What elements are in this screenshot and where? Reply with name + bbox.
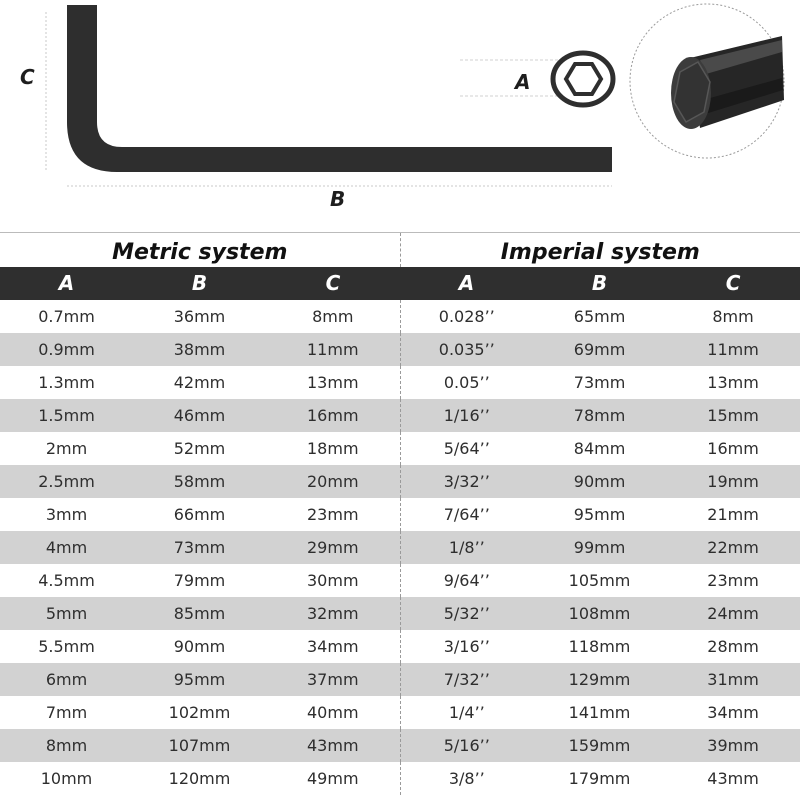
table-row (0, 333, 800, 366)
cell-imperial-b: 73mm (573, 372, 626, 392)
cell-metric-c: 20mm (307, 471, 359, 491)
cell-metric-b: 36mm (173, 306, 226, 326)
cell-metric-b: 38mm (173, 339, 226, 359)
cell-metric-a: 2.5mm (38, 471, 95, 491)
cell-imperial-c: 15mm (707, 405, 759, 425)
cell-imperial-c: 8mm (712, 306, 754, 326)
cell-metric-b: 85mm (173, 603, 226, 623)
cell-imperial-a: 0.035’’ (400, 333, 533, 366)
table-row (0, 630, 800, 663)
cell-imperial-c: 31mm (707, 669, 759, 689)
cell-metric-a: 5mm (45, 603, 88, 623)
cell-imperial-b: 95mm (573, 504, 626, 524)
cell-metric-c: 8mm (312, 306, 354, 326)
cell-metric-b: 42mm (173, 372, 226, 392)
cell-imperial-c: 11mm (707, 339, 759, 359)
cell-imperial-c: 24mm (707, 603, 759, 623)
table-row (0, 663, 800, 696)
metric-header-a: A (58, 271, 75, 295)
table-row (0, 465, 800, 498)
table-row (0, 729, 800, 762)
cell-metric-a: 4.5mm (38, 570, 95, 590)
cell-metric-c: 40mm (307, 702, 359, 722)
imperial-system-title: Imperial system (400, 233, 800, 267)
metric-header-c: C (325, 271, 341, 295)
dimension-label-b: B (330, 187, 346, 211)
cell-metric-a: 5.5mm (38, 636, 95, 656)
cell-metric-b: 79mm (173, 570, 226, 590)
size-table (0, 232, 800, 795)
cell-imperial-a: 1/16’’ (400, 399, 533, 432)
cell-metric-c: 13mm (307, 372, 359, 392)
cell-imperial-a: 3/16’’ (400, 630, 533, 663)
cell-metric-a: 3mm (45, 504, 88, 524)
hex-key-illustration (0, 0, 800, 232)
cell-metric-b: 107mm (168, 735, 231, 755)
cell-metric-a: 0.7mm (38, 306, 95, 326)
cell-metric-c: 16mm (307, 405, 359, 425)
cell-imperial-c: 22mm (707, 537, 759, 557)
cell-imperial-b: 69mm (573, 339, 626, 359)
table-row (0, 597, 800, 630)
table-row (0, 531, 800, 564)
cell-imperial-a: 9/64’’ (400, 564, 533, 597)
cell-imperial-b: 90mm (573, 471, 626, 491)
table-row (0, 498, 800, 531)
cell-imperial-b: 78mm (573, 405, 626, 425)
cell-imperial-c: 21mm (707, 504, 759, 524)
cell-imperial-b: 129mm (568, 669, 631, 689)
cell-imperial-a: 0.028’’ (400, 300, 533, 333)
metric-system-title: Metric system (0, 233, 400, 267)
cell-metric-c: 18mm (307, 438, 359, 458)
cell-imperial-c: 23mm (707, 570, 759, 590)
column-header-row (0, 267, 800, 300)
cell-imperial-a: 5/64’’ (400, 432, 533, 465)
cell-imperial-c: 19mm (707, 471, 759, 491)
cell-imperial-a: 1/4’’ (400, 696, 533, 729)
table-row (0, 564, 800, 597)
table-row (0, 399, 800, 432)
cell-metric-c: 49mm (307, 768, 359, 788)
cell-imperial-b: 179mm (568, 768, 631, 788)
cell-metric-a: 7mm (45, 702, 88, 722)
cell-metric-b: 58mm (173, 471, 226, 491)
cell-imperial-c: 13mm (707, 372, 759, 392)
imperial-header-c: C (725, 271, 741, 295)
system-title-row (0, 233, 800, 267)
cell-metric-b: 120mm (168, 768, 231, 788)
cell-imperial-b: 108mm (568, 603, 631, 623)
cell-metric-a: 8mm (45, 735, 88, 755)
cell-imperial-a: 3/8’’ (400, 762, 533, 795)
cell-metric-a: 1.5mm (38, 405, 95, 425)
cell-imperial-c: 34mm (707, 702, 759, 722)
cell-imperial-a: 1/8’’ (400, 531, 533, 564)
table-body (0, 300, 800, 795)
cell-imperial-c: 43mm (707, 768, 759, 788)
table-row (0, 366, 800, 399)
cell-imperial-a: 5/16’’ (400, 729, 533, 762)
cell-imperial-c: 39mm (707, 735, 759, 755)
cell-imperial-b: 105mm (568, 570, 631, 590)
cell-metric-b: 90mm (173, 636, 226, 656)
cell-metric-c: 11mm (307, 339, 359, 359)
cell-metric-c: 29mm (307, 537, 359, 557)
hex-cross-section-ring (553, 53, 613, 105)
cell-metric-b: 95mm (173, 669, 226, 689)
cell-metric-c: 37mm (307, 669, 359, 689)
cell-imperial-a: 7/32’’ (400, 663, 533, 696)
table-row (0, 432, 800, 465)
cell-imperial-a: 3/32’’ (400, 465, 533, 498)
cell-metric-a: 0.9mm (38, 339, 95, 359)
cell-imperial-c: 16mm (707, 438, 759, 458)
cell-metric-c: 43mm (307, 735, 359, 755)
cell-metric-b: 73mm (173, 537, 226, 557)
cell-metric-b: 66mm (173, 504, 226, 524)
cell-metric-a: 10mm (40, 768, 93, 788)
table-row (0, 696, 800, 729)
cell-imperial-b: 141mm (568, 702, 631, 722)
cell-imperial-b: 159mm (568, 735, 631, 755)
imperial-header-b: B (591, 271, 608, 295)
cell-imperial-a: 0.05’’ (400, 366, 533, 399)
metric-header-b: B (191, 271, 208, 295)
imperial-header-a: A (458, 271, 475, 295)
cell-imperial-b: 65mm (573, 306, 626, 326)
cell-imperial-a: 7/64’’ (400, 498, 533, 531)
cell-imperial-a: 5/32’’ (400, 597, 533, 630)
cell-metric-b: 102mm (168, 702, 231, 722)
cell-imperial-b: 118mm (568, 636, 631, 656)
cell-metric-a: 6mm (45, 669, 88, 689)
cell-imperial-b: 84mm (573, 438, 626, 458)
cell-metric-c: 34mm (307, 636, 359, 656)
cell-metric-c: 30mm (307, 570, 359, 590)
table-row (0, 762, 800, 795)
table-row (0, 300, 800, 333)
cell-metric-c: 23mm (307, 504, 359, 524)
dimension-label-c: C (20, 65, 35, 89)
cell-imperial-b: 99mm (573, 537, 626, 557)
cell-metric-b: 52mm (173, 438, 226, 458)
hex-cross-section-icon (566, 64, 601, 94)
cell-metric-a: 4mm (45, 537, 88, 557)
cell-imperial-c: 28mm (707, 636, 759, 656)
cell-metric-a: 1.3mm (38, 372, 95, 392)
dimension-label-a: A (515, 70, 531, 94)
cell-metric-b: 46mm (173, 405, 226, 425)
cell-metric-c: 32mm (307, 603, 359, 623)
cell-metric-a: 2mm (45, 438, 88, 458)
